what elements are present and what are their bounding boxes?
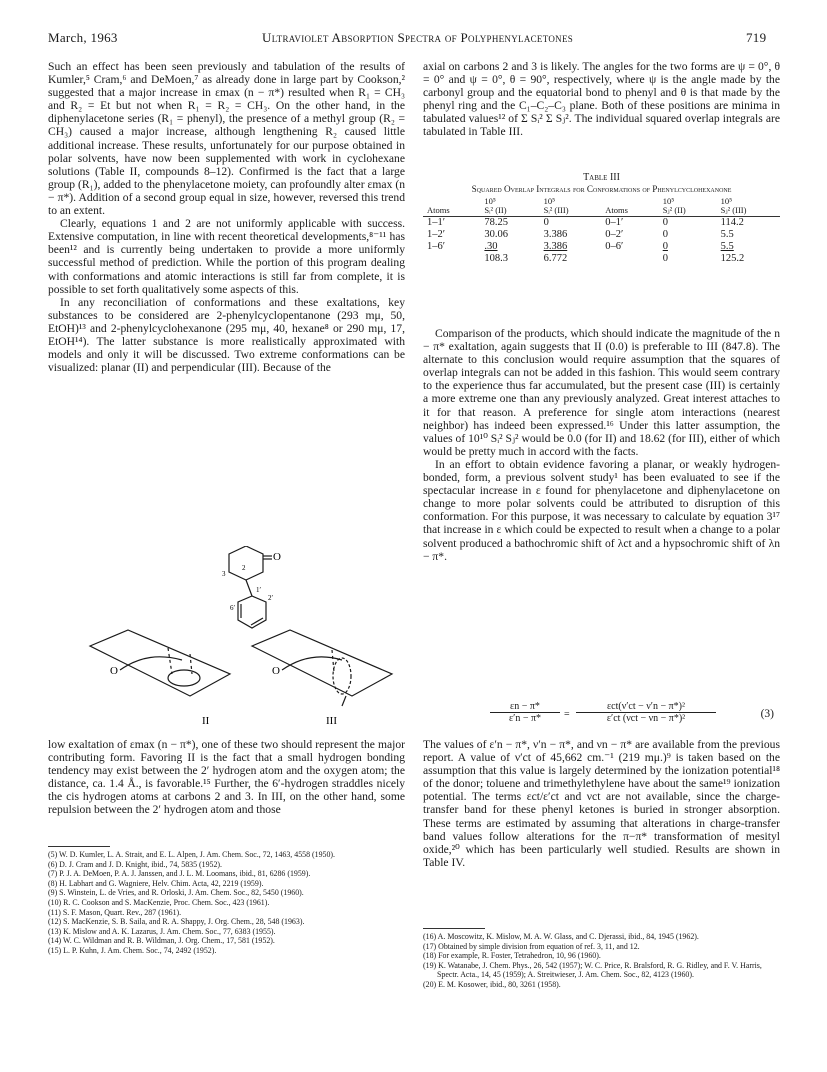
equation-rhs-denominator: ε′ct (νct − νn − π*)²: [606, 713, 686, 724]
table-row: [423, 229, 780, 241]
table-caption: Table III: [583, 172, 620, 183]
table-cell: .30: [484, 241, 498, 252]
table-row: [423, 241, 780, 253]
structure-drawing: [80, 546, 410, 732]
footnote: (19) K. Watanabe, J. Chem. Phys., 26, 542 (1957); W. C. Price, R. Bralsford, R. G. Ridley, and F. V. Harris, Spectr. Acta., 14, 45 (1959); A. Streitwieser, J. Am. Chem. Soc., 82, 4123 (1960).: [423, 960, 762, 980]
plane-III: [252, 630, 392, 696]
equation-lhs-denominator: ε′n − π*: [508, 713, 542, 724]
conformation-figure: [80, 546, 410, 732]
oxygen-label-II: O: [110, 665, 118, 677]
left-column-bottom: [48, 738, 405, 817]
table-cell: 114.2: [720, 217, 744, 228]
right-column-top: [423, 60, 780, 139]
table-cell: 5.5: [720, 229, 734, 240]
table-cell: 0: [662, 217, 668, 228]
footnote: (18) For example, R. Foster, Tetrahedron, 10, 96 (1960).: [423, 951, 601, 961]
table-cell: 0: [543, 217, 549, 228]
table-cell: 30.06: [484, 229, 509, 240]
footnote-rule: [423, 928, 485, 929]
paragraph: In an effort to obtain evidence favoring a planar, or weakly hydrogen-bonded, form, a previous solvent study¹ has been evaluated to see if the spectacular increase in ε found for phenylacetone and diphenylacetone on change to more polar solvents could be attributed to disruption of this conformation. For this purpose, it was necessary to calculate by equation 3¹⁷ that increase in ε which could be expected to result when a change to a polar solvent produced a bathochromic shift of λct and a hypsochromic shift of λn − π*.: [423, 457, 780, 563]
table-cell: 0: [662, 229, 668, 240]
scale-header: 10⁵: [720, 196, 733, 206]
equation-rhs-numerator: εct(ν′ct − ν′n − π*)²: [606, 701, 686, 712]
phenyl-ring: [238, 596, 266, 628]
phenyl-II: [168, 670, 200, 686]
running-header-title: Ultraviolet Absorption Spectra of Polyphenylacetones: [262, 30, 574, 45]
paragraph: Such an effect has been seen previously and tabulation of the results of Kumler,⁵ Cram,⁶ and DeMoen,⁷ as already done in large part by Cookson,² suggested that a major increase in εmax (n − π*) resulted when R₁ = CH₃ and R₂ = Et but not when R₁ = R₂ = CH₃. On the other hand, in the diphenylacetone series (R₁ = phenyl), the presence of a methyl group (R₂ = CH₃) caused a major increase, although lengthening R₂ caused little additional increase. These results, unfortunately for our purpose obtained in polar solvents, have now been supplemented with work in cyclohexane solutions (Table II, compounds 8–12). Confirmed is the fact that a large group (R₁), added to the phenylacetone moiety, can profoundly alter εmax (n − π*). Addition of a second group equal in size, however, reversed this trend to an extent.: [48, 60, 405, 218]
table-cell: 3.386: [543, 229, 568, 240]
column-header: Sᵢ² (II): [480, 206, 539, 217]
table-III: [423, 172, 780, 265]
footnote: (6) D. J. Cram and J. D. Knight, ibid., 74, 5835 (1952).: [48, 859, 223, 869]
right-column-bottom: [423, 738, 780, 869]
table-cell: 1–2′: [427, 229, 446, 240]
table-cell: [601, 253, 658, 265]
column-header: Sⱼ² (II): [659, 206, 717, 217]
table-total-row: [423, 253, 780, 265]
oxygen-label: O: [273, 551, 281, 563]
table-subcaption: Squared Overlap Integrals for Conformations of Phenylcyclohexanone: [471, 184, 732, 194]
atom-number-6p: 6′: [230, 604, 236, 612]
table-cell: 78.25: [484, 217, 509, 228]
footnote: (12) S. MacKenzie, S. B. Saila, and R. A. Shappy, J. Org. Chem., 28, 548 (1963).: [48, 917, 305, 927]
table-cell: 3.386: [543, 241, 568, 252]
equation-lhs-numerator: εn − π*: [510, 701, 540, 712]
left-column-top: [48, 60, 405, 374]
footnote: (9) S. Winstein, L. de Vries, and R. Orloski, J. Am. Chem. Soc., 82, 5450 (1960).: [48, 888, 304, 898]
paragraph: Clearly, equations 1 and 2 are not uniformly applicable with success. Extensive computation, in line with recent theoretical developments,⁸⁻¹¹ has been¹² and is currently being undertaken to provide a more uniformly successful method of prediction. While the portion of this program dealing with conformations and atomic interactions is still far from complete, it is possible to set forth qualitatively some aspects of this.: [48, 217, 405, 296]
footnotes-left: [48, 850, 405, 956]
column-header: Atoms: [423, 206, 480, 217]
table-cell: 108.3: [484, 253, 509, 264]
footnotes-right: [423, 932, 780, 990]
footnote: (14) W. C. Wildman and R. B. Wildman, J. Org. Chem., 17, 581 (1952).: [48, 936, 275, 946]
table-cell: 0–1′: [605, 217, 624, 228]
column-header: Atoms: [601, 206, 658, 217]
footnote: (11) S. F. Mason, Quart. Rev., 287 (1961).: [48, 907, 182, 917]
table-row: [423, 217, 780, 230]
scale-header: 10⁵: [662, 196, 675, 206]
paragraph: In any reconciliation of conformations and these exaltations, key substances to be considered are 2-phenylcyclopentanone (293 mμ, 50, EtOH)¹³ and 2-phenylcyclohexanone (295 mμ, 40, hexane⁸ or 290 mμ, 17, EtOH¹⁴). The latter substance is more realistically approximated with models and only it will be discussed. Two extreme conformations can be visualized: planar (II) and perpendicular (III). Because of the: [48, 295, 405, 375]
footnote: (15) L. P. Kuhn, J. Am. Chem. Soc., 74, 2492 (1952).: [48, 945, 217, 955]
footnote: (13) K. Mislow and A. K. Lazarus, J. Am. Chem. Soc., 77, 6383 (1955).: [48, 926, 276, 936]
label-III: III: [326, 715, 337, 727]
table-cell: 125.2: [720, 253, 745, 264]
footnote: (7) P. J. A. DeMoen, P. A. J. Janssen, and J. L. M. Loomans, ibid., 81, 6286 (1959).: [48, 869, 311, 879]
footnote: (16) A. Moscowitz, K. Mislow, M. A. W. Glass, and C. Djerassi, ibid., 84, 1945 (1962).: [423, 932, 699, 941]
right-column-middle: [423, 327, 780, 563]
footnote: (5) W. D. Kumler, L. A. Strait, and E. L. Alpen, J. Am. Chem. Soc., 72, 1463, 4558 (1950).: [48, 850, 336, 859]
equation-number: (3): [760, 708, 774, 720]
atom-number-3: 3: [222, 570, 226, 578]
table-cell: 1–1′: [427, 217, 446, 228]
oxygen-label-III: O: [272, 665, 280, 677]
equation-3: εn − π* ε′n − π* = εct(ν′ct − ν′n − π*)² ε′ct (νct − νn − π*)² (3): [428, 701, 778, 731]
footnote: (8) H. Labhart and G. Wagniere, Helv. Chim. Acta, 42, 2219 (1959).: [48, 878, 264, 888]
scale-header: 10⁵: [543, 196, 556, 206]
table-cell: [423, 253, 480, 265]
plane-II: [90, 630, 230, 696]
footnote: (10) R. C. Cookson and S. MacKenzie, Proc. Chem. Soc., 423 (1961).: [48, 897, 270, 907]
table-cell: 1–6′: [427, 241, 446, 252]
table-cell: 0: [662, 253, 668, 264]
paragraph: low exaltation of εmax (n − π*), one of these two should represent the major contributing form. Favoring II is the fact that a small hydrogen bonding tendency may exist between the 2′ hydrogen atom and the oxygen atom; the distance, ca. 1.4 Å., is favorable.¹⁵ Further, the 6′-hydrogen straddles nicely the cis hydrogen atoms at carbons 2 and 3. In III, on the other hand, some repulsion between the 2′ hydrogen atom and those: [48, 738, 405, 817]
paragraph: The values of ε′n − π*, ν′n − π*, and νn − π* are available from the previous report. A value of ν′ct of 45,662 cm.⁻¹ (219 mμ.)⁹ is taken based on the assumption that this value is largely determined by the ionization potential¹⁸ of the donor; toluene and trimethylethylene have about the same¹⁹ ionization potential. The terms εct/ε′ct and νct are not available, since the charge-transfer band for these phenyl ketones is buried in stronger absorption. These terms are estimated by assuming that alterations in charge-transfer band values follow alterations for the π−π* transformation of mesityl oxide,²⁰ which has been particularly well studied. Results are shown in Table IV.: [423, 738, 780, 869]
label-II: II: [202, 715, 210, 727]
footnote: (17) Obtained by simple division from equation of ref. 3, 11, and 12.: [423, 941, 640, 951]
footnote-rule: [48, 846, 110, 847]
table-cell: 5.5: [720, 241, 734, 252]
atom-number-1p: 1′: [256, 586, 262, 594]
cyclohexanone-ring: [229, 546, 263, 580]
table-cell: 0: [662, 241, 668, 252]
footnote: (20) E. M. Kosower, ibid., 80, 3261 (1958).: [423, 979, 561, 989]
atom-number-2: 2: [242, 564, 246, 572]
paragraph: Comparison of the products, which should indicate the magnitude of the n − π* exaltation, again suggests that II (0.0) is preferable to III (847.8). The alternate to this conclusion would require assumption that the squares of overlap integrals can not be added in this fashion. This would seem contrary to the experience thus far accumulated, but the present case (III) is certainly a more extreme one than any previously analyzed. Great interest attaches to it for that reason. A preference for single atom interactions (nearest neighbor) has indeed been expressed.¹⁶ Under this latter assumption, the values of 10¹⁰ Sᵢ² Sⱼ² would be 0.0 (for II) and 18.62 (for III), either of which would be pretty much in accord with the facts.: [423, 327, 780, 458]
column-header: Sᵢ² (III): [540, 206, 602, 217]
table-cell: 0–6′: [605, 241, 624, 252]
overlap-table: [423, 197, 780, 265]
table-cell: 0–2′: [605, 229, 624, 240]
table-cell: 6.772: [543, 253, 568, 264]
column-header: Sⱼ² (III): [717, 206, 780, 217]
atom-number-2p: 2′: [268, 594, 274, 602]
paragraph: axial on carbons 2 and 3 is likely. The angles for the two forms are ψ = 0°, θ = 0° and ψ = 0°, θ = 90°, respectively, where ψ is the angle made by the carbonyl group and the equatorial bond to phenyl and θ is that made by the phenyl ring and the C₁–C₂–C₃ plane. Both of these positions are minima in tabulated values¹² of Σ Sᵢ² Σ Sⱼ². The individual squared overlap integrals are tabulated in Table III.: [423, 60, 780, 139]
page-number: 719: [746, 30, 767, 45]
phenyl-III: [333, 658, 351, 694]
running-header-date: March, 1963: [48, 30, 118, 45]
scale-header: 10⁵: [484, 196, 496, 206]
